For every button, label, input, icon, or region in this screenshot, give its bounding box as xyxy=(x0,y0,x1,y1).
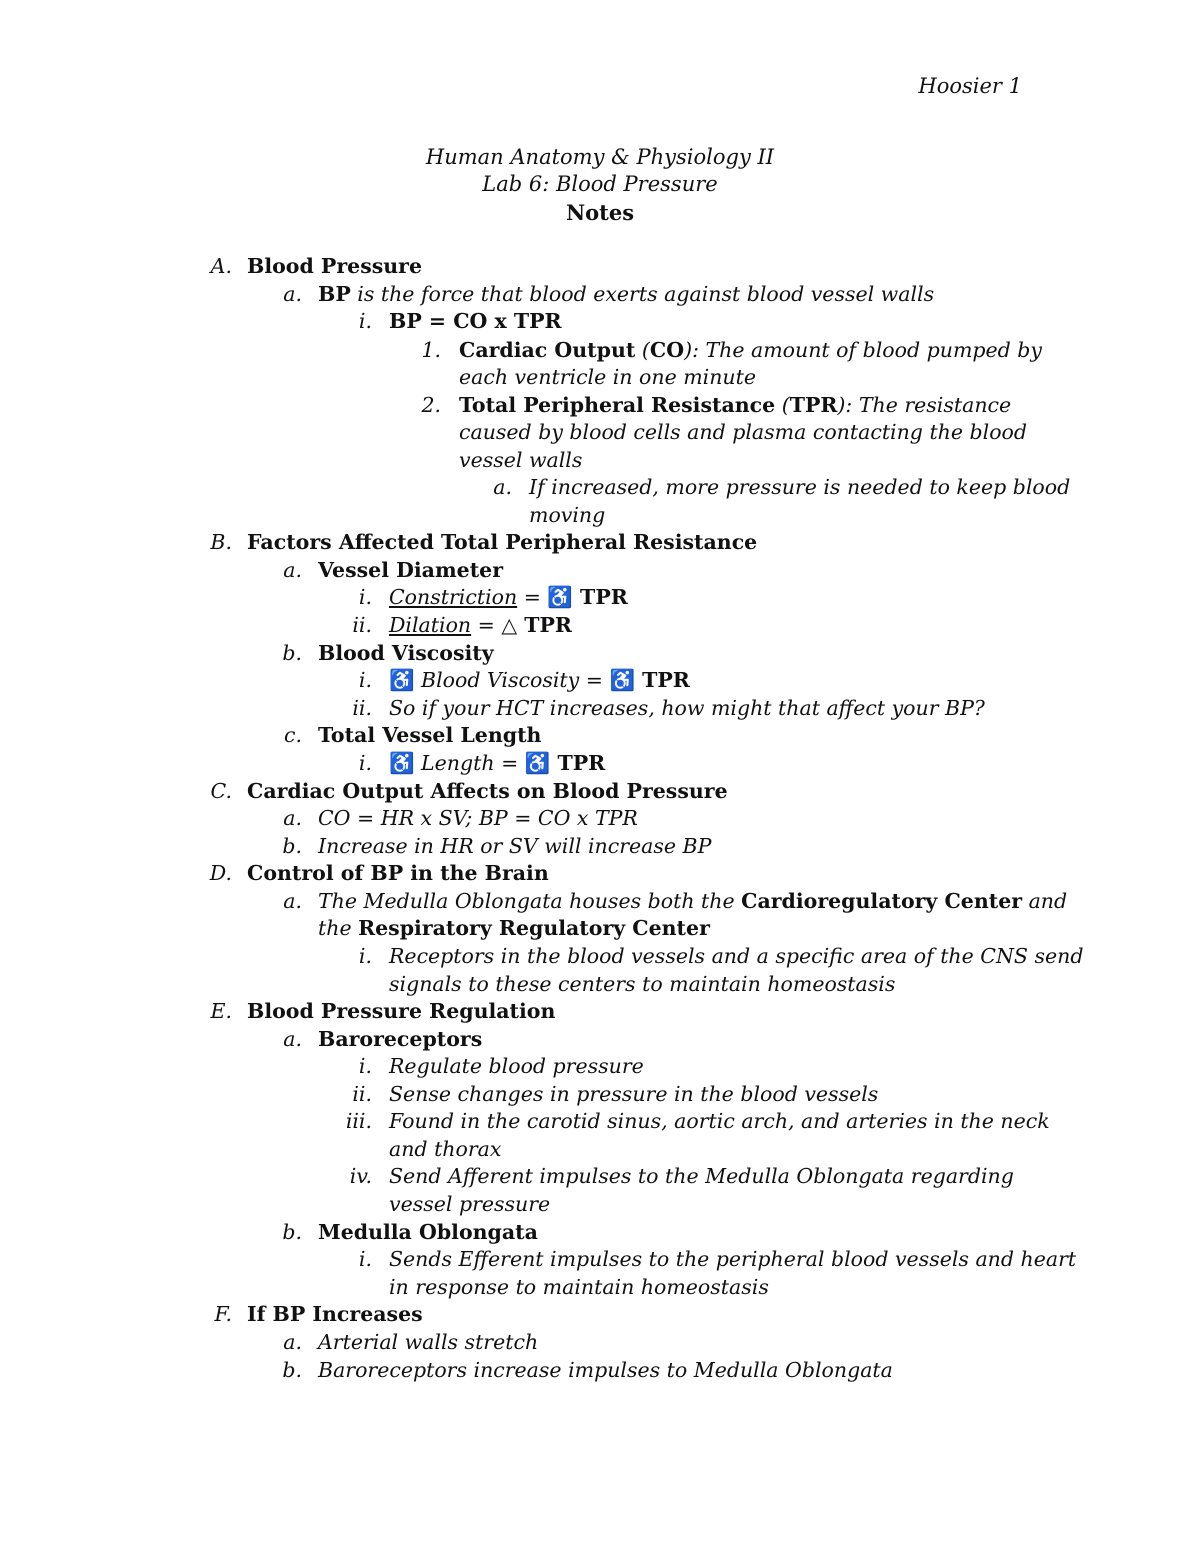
term-cardioregulatory-center: Cardioregulatory Center xyxy=(741,889,1023,913)
item-marker: c. xyxy=(284,723,302,747)
item-text: Sends Efferent impulses to the peripheral blood vessels and heart xyxy=(389,1247,1077,1271)
item-text: The Medulla Oblongata houses both the xyxy=(318,889,742,913)
continuation-line xyxy=(318,915,710,942)
tpr-label: TPR xyxy=(572,585,628,609)
tpr-label: TPR xyxy=(517,613,572,637)
item-text: Sense changes in pressure in the blood vessels xyxy=(389,1082,879,1106)
equals: = xyxy=(471,613,502,637)
section-marker: E. xyxy=(210,999,232,1023)
item-marker: a. xyxy=(283,1330,302,1354)
section-heading: Blood Pressure xyxy=(247,254,423,278)
section-marker: C. xyxy=(210,779,232,803)
section-marker: B. xyxy=(210,530,232,554)
definition-text: ): The resistance xyxy=(837,393,1012,417)
subheading: Blood Viscosity xyxy=(318,641,494,665)
term-tpr: Total Peripheral Resistance xyxy=(459,393,776,417)
continuation-line: and thorax xyxy=(389,1137,502,1161)
item-marker: a. xyxy=(283,806,302,830)
up-triangle-icon: △ xyxy=(501,613,518,637)
item-text: So if your HCT increases, how might that affect your BP? xyxy=(389,696,985,720)
item-text: Regulate blood pressure xyxy=(389,1054,644,1078)
definition-text: each ventricle in one minute xyxy=(459,365,756,389)
abbr-co: CO xyxy=(649,338,685,362)
item-text: Arterial walls stretch xyxy=(318,1330,539,1354)
running-head: Hoosier 1 xyxy=(918,74,1022,98)
term-constriction: Constriction xyxy=(389,585,518,609)
item-marker: a. xyxy=(283,1027,302,1051)
item-text: CO = HR x SV; BP = CO x TPR xyxy=(318,806,638,830)
section-heading: Factors Affected Total Peripheral Resistance xyxy=(247,530,758,554)
item-marker: i. xyxy=(358,309,372,333)
equals: = xyxy=(517,585,548,609)
item-marker: b. xyxy=(282,641,302,665)
term-respiratory-center: Respiratory Regulatory Center xyxy=(358,916,710,940)
item-marker: iii. xyxy=(345,1109,372,1133)
paren: ( xyxy=(635,338,650,362)
item-marker: i. xyxy=(358,751,372,775)
down-arrow-icon: ♿ xyxy=(524,751,551,775)
item-marker: i. xyxy=(358,1247,372,1271)
section-heading: Cardiac Output Affects on Blood Pressure xyxy=(247,779,728,803)
subheading: Total Vessel Length xyxy=(318,723,542,747)
item-marker: a. xyxy=(283,282,302,306)
down-arrow-icon: ♿ xyxy=(547,585,573,609)
down-arrow-icon: ♿ xyxy=(389,668,415,692)
item-marker: 2. xyxy=(421,393,441,417)
continuation-line: vessel pressure xyxy=(389,1192,551,1216)
item-marker: ii. xyxy=(352,613,372,637)
paren: ( xyxy=(775,393,790,417)
continuation-line: signals to these centers to maintain homeostasis xyxy=(389,972,896,996)
item-text: Baroreceptors increase impulses to Medulla Oblongata xyxy=(318,1358,893,1382)
item-text: Blood Viscosity = xyxy=(414,668,610,692)
item-marker: i. xyxy=(358,585,372,609)
item-text: Found in the carotid sinus, aortic arch, and arteries in the neck xyxy=(389,1109,1050,1133)
section-heading: Control of BP in the Brain xyxy=(247,861,549,885)
item-marker: i. xyxy=(358,668,372,692)
continuation-line: moving xyxy=(529,503,606,527)
section-marker: F. xyxy=(214,1302,232,1326)
item-marker: 1. xyxy=(421,338,441,362)
term-cardiac-output: Cardiac Output xyxy=(459,338,636,362)
bp-term: BP xyxy=(318,282,351,306)
section-heading: Blood Pressure Regulation xyxy=(247,999,556,1023)
item-text: is the force that blood exerts against blood vessel walls xyxy=(350,282,935,306)
course-title: Human Anatomy & Physiology II xyxy=(425,145,775,169)
item-text: Send Afferent impulses to the Medulla Oblongata regarding xyxy=(389,1164,1014,1188)
item-marker: i. xyxy=(358,1054,372,1078)
item-text: the xyxy=(318,916,359,940)
item-marker: i. xyxy=(358,944,372,968)
item-text: and xyxy=(1022,889,1068,913)
item-text: Length = xyxy=(414,751,525,775)
item-marker: b. xyxy=(282,1220,302,1244)
item-text: Receptors in the blood vessels and a specific area of the CNS send xyxy=(389,944,1084,968)
item-marker: a. xyxy=(493,475,512,499)
section-marker: D. xyxy=(209,861,232,885)
subheading: Vessel Diameter xyxy=(318,558,504,582)
continuation-line: caused by blood cells and plasma contacting the blood xyxy=(459,420,1028,444)
subheading: Baroreceptors xyxy=(318,1027,483,1051)
continuation-line: vessel walls xyxy=(459,448,583,472)
down-arrow-icon: ♿ xyxy=(389,751,415,775)
item-text: If increased, more pressure is needed to keep blood xyxy=(529,475,1071,499)
abbr-tpr: TPR xyxy=(789,393,838,417)
item-text: Increase in HR or SV will increase BP xyxy=(318,834,712,858)
subheading: Medulla Oblongata xyxy=(318,1220,538,1244)
item-marker: iv. xyxy=(349,1164,372,1188)
notes-heading: Notes xyxy=(565,200,635,225)
definition-text: ): The amount of blood pumped by xyxy=(684,338,1042,362)
lab-title: Lab 6: Blood Pressure xyxy=(482,172,718,196)
tpr-label: TPR xyxy=(550,751,606,775)
section-marker: A. xyxy=(210,254,232,278)
tpr-label: TPR xyxy=(634,668,690,692)
bp-formula: BP = CO x TPR xyxy=(389,309,562,333)
term-dilation: Dilation xyxy=(389,613,472,637)
item-marker: ii. xyxy=(352,696,372,720)
item-marker: b. xyxy=(282,1358,302,1382)
continuation-line: in response to maintain homeostasis xyxy=(389,1275,769,1299)
section-heading: If BP Increases xyxy=(247,1302,423,1326)
item-marker: ii. xyxy=(352,1082,372,1106)
item-marker: b. xyxy=(282,834,302,858)
item-marker: a. xyxy=(283,558,302,582)
down-arrow-icon: ♿ xyxy=(609,668,635,692)
item-marker: a. xyxy=(283,889,302,913)
continuation-line xyxy=(459,364,756,391)
